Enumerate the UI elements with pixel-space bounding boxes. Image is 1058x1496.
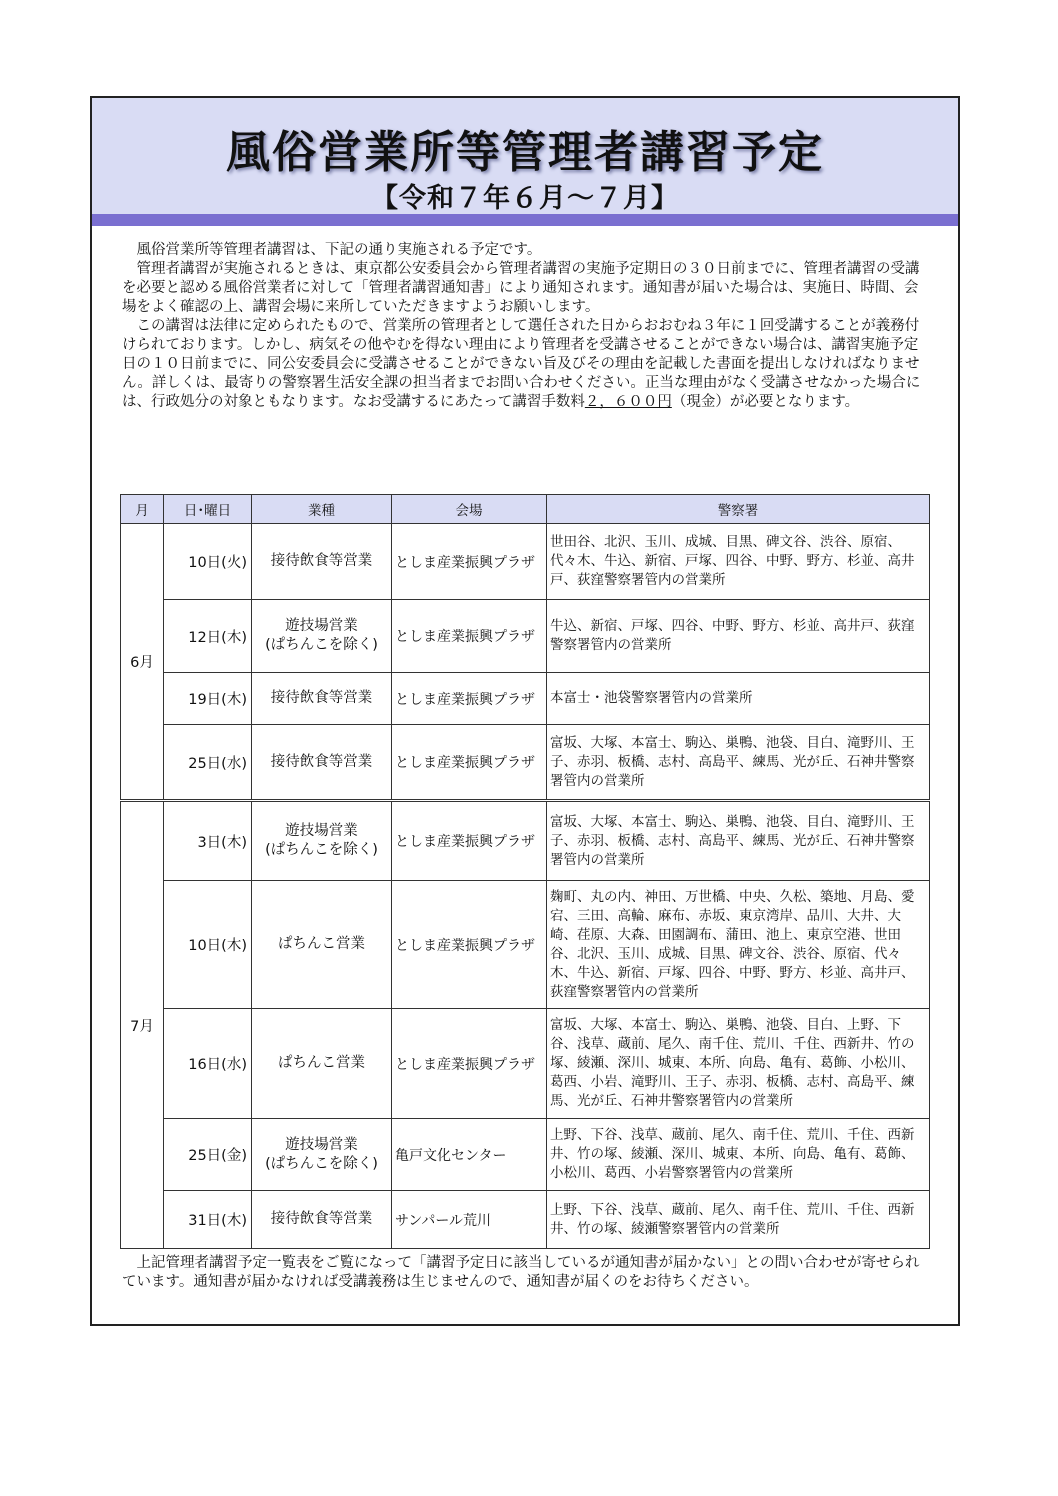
row-day: 25日(金) (164, 1119, 252, 1191)
intro-paragraph-1: 風俗営業所等管理者講習は、下記の通り実施される予定です。 (136, 242, 542, 258)
row-police: 世田谷、北沢、玉川、成城、目黒、碑文谷、渋谷、原宿、代々木、牛込、新宿、戸塚、四谷、中野、野方、杉並、高井戸、荻窪警察署管内の営業所 (547, 524, 930, 600)
header-venue: 会場 (392, 495, 547, 524)
row-day: 10日(木) (164, 881, 252, 1009)
month-july: 7月 (121, 801, 164, 1249)
row-police: 牛込、新宿、戸塚、四谷、中野、野方、杉並、高井戸、荻窪警察署管内の営業所 (547, 600, 930, 673)
row-venue: としま産業振興プラザ (392, 524, 547, 600)
row-venue: としま産業振興プラザ (392, 1009, 547, 1119)
row-type: 接待飲食等営業 (252, 673, 392, 725)
row-day: 12日(木) (164, 600, 252, 673)
table-row (121, 725, 930, 801)
schedule-table (120, 494, 930, 1249)
header-day: 日･曜日 (164, 495, 252, 524)
row-day: 31日(木) (164, 1191, 252, 1249)
table-row (121, 1119, 930, 1191)
row-police: 麹町、丸の内、神田、万世橋、中央、久松、築地、月島、愛宕、三田、高輪、麻布、赤坂、東京湾岸、品川、大井、大崎、荏原、大森、田園調布、蒲田、池上、東京空港、世田谷、北沢、玉川、成城、目黒、碑文谷、渋谷、原宿、代々木、牛込、新宿、戸塚、四谷、中野、野方、杉並、高井戸、荻窪警察署管内の営業所 (547, 881, 930, 1009)
page-subtitle: 【令和７年６月～７月】 (371, 183, 679, 214)
intro-text (122, 241, 932, 412)
table-row (121, 600, 930, 673)
row-day: 10日(火) (164, 524, 252, 600)
table-row (121, 1009, 930, 1119)
row-police: 上野、下谷、浅草、蔵前、尾久、南千住、荒川、千住、西新井、竹の塚、綾瀬、深川、城東、本所、向島、亀有、葛飾、小松川、葛西、小岩警察署管内の営業所 (547, 1119, 930, 1191)
outro-text (122, 1254, 932, 1292)
outro-paragraph: 上記管理者講習予定一覧表をご覧になって「講習予定日に該当しているが通知書が届かない」との問い合わせが寄せられています。通知書が届かなければ受講義務は生じませんので、通知書が届くのをお待ちください。 (122, 1255, 920, 1290)
row-type: 接待飲食等営業 (252, 725, 392, 801)
row-type: 遊技場営業 (ぱちんこを除く) (252, 1119, 392, 1191)
row-venue: としま産業振興プラザ (392, 673, 547, 725)
row-police: 富坂、大塚、本富士、駒込、巣鴨、池袋、目白、滝野川、王子、赤羽、板橋、志村、高島平、練馬、光が丘、石神井警察署管内の営業所 (547, 725, 930, 801)
header-banner (92, 98, 958, 214)
row-type: 遊技場営業 (ぱちんこを除く) (252, 600, 392, 673)
table-header-row (121, 495, 930, 524)
fee-amount: ２，６００円 (584, 394, 672, 410)
row-venue: サンパール荒川 (392, 1191, 547, 1249)
row-type: 接待飲食等営業 (252, 524, 392, 600)
table-row (121, 673, 930, 725)
document-frame (90, 96, 960, 1326)
intro-paragraph-2: 管理者講習が実施されるときは、東京都公安委員会から管理者講習の実施予定期日の３０日前までに、管理者講習の受講を必要と認める風俗営業者に対して「管理者講習通知書」により通知されます。通知書が届いた場合は、実施日、時間、会場をよく確認の上、講習会場に来所していただきますようお願いします。 (122, 261, 920, 315)
row-police: 上野、下谷、浅草、蔵前、尾久、南千住、荒川、千住、西新井、竹の塚、綾瀬警察署管内の営業所 (547, 1191, 930, 1249)
table-row (121, 881, 930, 1009)
row-venue: としま産業振興プラザ (392, 600, 547, 673)
header-band (92, 214, 958, 226)
table-row (121, 524, 930, 600)
row-venue: としま産業振興プラザ (392, 801, 547, 881)
header-police: 警察署 (547, 495, 930, 524)
row-type: ぱちんこ営業 (252, 881, 392, 1009)
intro-paragraph-3-text: この講習は法律に定められたもので、営業所の管理者として選任された日からおおむね３年に１回受講することが義務付けられております。しかし、病気その他やむを得ない理由により管理者を受講させることができない場合は、講習実施予定日の１０日前までに、同公安委員会に受講させることができない旨及びその理由を記載した書面を提出しなければなりません。詳しくは、最寄りの警察署生活安全課の担当者までお問い合わせください。正当な理由がなく受講させなかった場合には、行政処分の対象ともなります。なお受講するにあたって講習手数料 (122, 318, 921, 410)
intro-paragraph-3 (122, 317, 932, 412)
row-police: 本富士・池袋警察署管内の営業所 (547, 673, 930, 725)
row-type: 接待飲食等営業 (252, 1191, 392, 1249)
header-type: 業種 (252, 495, 392, 524)
row-police: 富坂、大塚、本富士、駒込、巣鴨、池袋、目白、上野、下谷、浅草、蔵前、尾久、南千住、荒川、千住、西新井、竹の塚、綾瀬、深川、城東、本所、向島、亀有、葛飾、小松川、葛西、小岩、滝野川、王子、赤羽、板橋、志村、高島平、練馬、光が丘、石神井警察署管内の営業所 (547, 1009, 930, 1119)
row-day: 19日(木) (164, 673, 252, 725)
row-day: 3日(木) (164, 801, 252, 881)
table-row (121, 1191, 930, 1249)
row-police: 富坂、大塚、本富士、駒込、巣鴨、池袋、目白、滝野川、王子、赤羽、板橋、志村、高島平、練馬、光が丘、石神井警察署管内の営業所 (547, 801, 930, 881)
row-venue: としま産業振興プラザ (392, 725, 547, 801)
row-type: 遊技場営業 (ぱちんこを除く) (252, 801, 392, 881)
row-type: ぱちんこ営業 (252, 1009, 392, 1119)
row-venue: としま産業振興プラザ (392, 881, 547, 1009)
month-june: 6月 (121, 524, 164, 801)
table-row (121, 801, 930, 881)
intro-paragraph-3-end: （現金）が必要となります。 (671, 394, 860, 410)
row-day: 25日(水) (164, 725, 252, 801)
page-title: 風俗営業所等管理者講習予定 (226, 127, 824, 178)
row-day: 16日(水) (164, 1009, 252, 1119)
row-venue: 亀戸文化センター (392, 1119, 547, 1191)
header-month: 月 (121, 495, 164, 524)
